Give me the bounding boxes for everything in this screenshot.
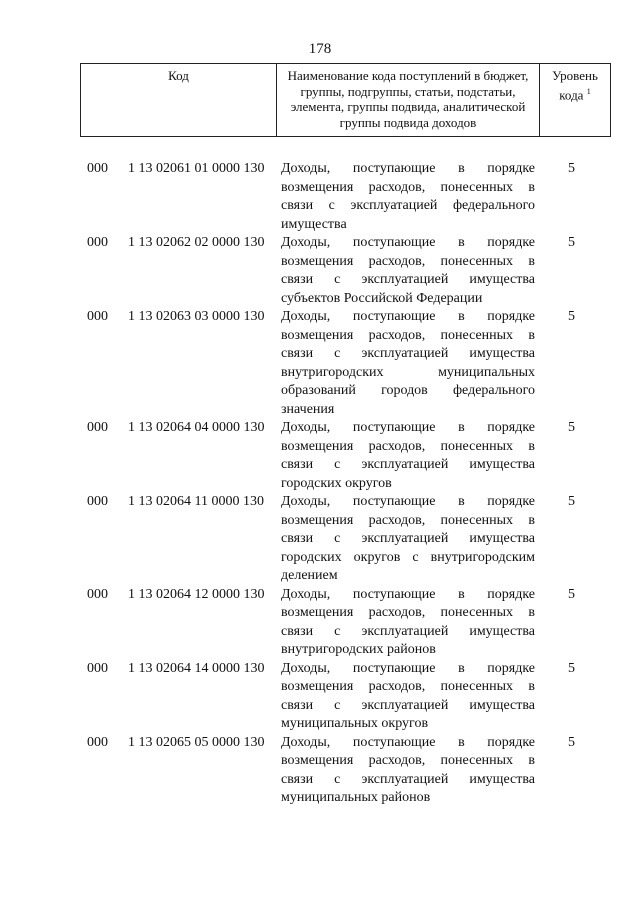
row-code: 1 13 02064 14 0000 130 (128, 660, 265, 676)
table-row (0, 660, 640, 734)
row-prefix: 000 (87, 660, 108, 676)
row-level: 5 (568, 309, 575, 324)
row-level: 5 (568, 235, 575, 250)
page-number: 178 (308, 41, 332, 57)
row-name: Доходы, поступающие в порядке возмещения расходов, понесенных в связи с эксплуатацией имущества городских округов (281, 420, 535, 491)
row-code: 1 13 02064 12 0000 130 (128, 586, 265, 602)
row-prefix: 000 (87, 494, 108, 509)
header-code: Код (81, 64, 277, 136)
row-prefix: 000 (87, 734, 108, 750)
table-row (0, 493, 640, 586)
table-row (0, 234, 640, 308)
row-code: 1 13 02064 04 0000 130 (128, 420, 265, 435)
row-code: 1 13 02062 02 0000 130 (128, 235, 265, 250)
table-header (80, 63, 611, 137)
row-name: Доходы, поступающие в порядке возмещения расходов, понесенных в связи с эксплуатацией имущества муниципальных районов (281, 734, 535, 805)
row-code: 1 13 02063 03 0000 130 (128, 309, 265, 324)
row-prefix: 000 (87, 309, 108, 324)
header-level (540, 64, 610, 136)
row-code: 1 13 02064 11 0000 130 (128, 494, 264, 509)
row-name: Доходы, поступающие в порядке возмещения расходов, понесенных в связи с эксплуатацией федерального имущества (281, 161, 535, 232)
row-level: 5 (568, 494, 575, 509)
row-level: 5 (568, 586, 575, 602)
header-level-label: Уровень кода (552, 68, 598, 102)
row-name: Доходы, поступающие в порядке возмещения расходов, понесенных в связи с эксплуатацией имущества внутригородских муниципальных образований городов федерального значения (281, 309, 535, 417)
row-prefix: 000 (87, 586, 108, 602)
row-level: 5 (568, 660, 575, 676)
row-name: Доходы, поступающие в порядке возмещения расходов, понесенных в связи с эксплуатацией имущества субъектов Российской Федерации (281, 235, 535, 306)
table-row (0, 160, 640, 234)
table-row (0, 308, 640, 419)
table-row (0, 586, 640, 660)
table-row (0, 734, 640, 808)
row-name: Доходы, поступающие в порядке возмещения расходов, понесенных в связи с эксплуатацией имущества муниципальных округов (281, 660, 535, 731)
header-name: Наименование кода поступлений в бюджет, группы, подгруппы, статьи, подстатьи, элемента, группы подвида, аналитической группы подвида доходов (277, 64, 540, 136)
table-body (0, 160, 640, 808)
row-name: Доходы, поступающие в порядке возмещения расходов, понесенных в связи с эксплуатацией имущества внутригородских районов (281, 586, 535, 657)
row-prefix: 000 (87, 420, 108, 435)
table-row (0, 419, 640, 493)
row-level: 5 (568, 420, 575, 435)
header-level-footnote: 1 (586, 86, 591, 96)
row-level: 5 (568, 734, 575, 750)
row-level: 5 (568, 161, 575, 176)
row-name: Доходы, поступающие в порядке возмещения расходов, понесенных в связи с эксплуатацией имущества городских округов с внутригородским делением (281, 494, 535, 583)
row-prefix: 000 (87, 235, 108, 250)
row-prefix: 000 (87, 161, 108, 176)
row-code: 1 13 02061 01 0000 130 (128, 161, 265, 176)
row-code: 1 13 02065 05 0000 130 (128, 734, 265, 750)
